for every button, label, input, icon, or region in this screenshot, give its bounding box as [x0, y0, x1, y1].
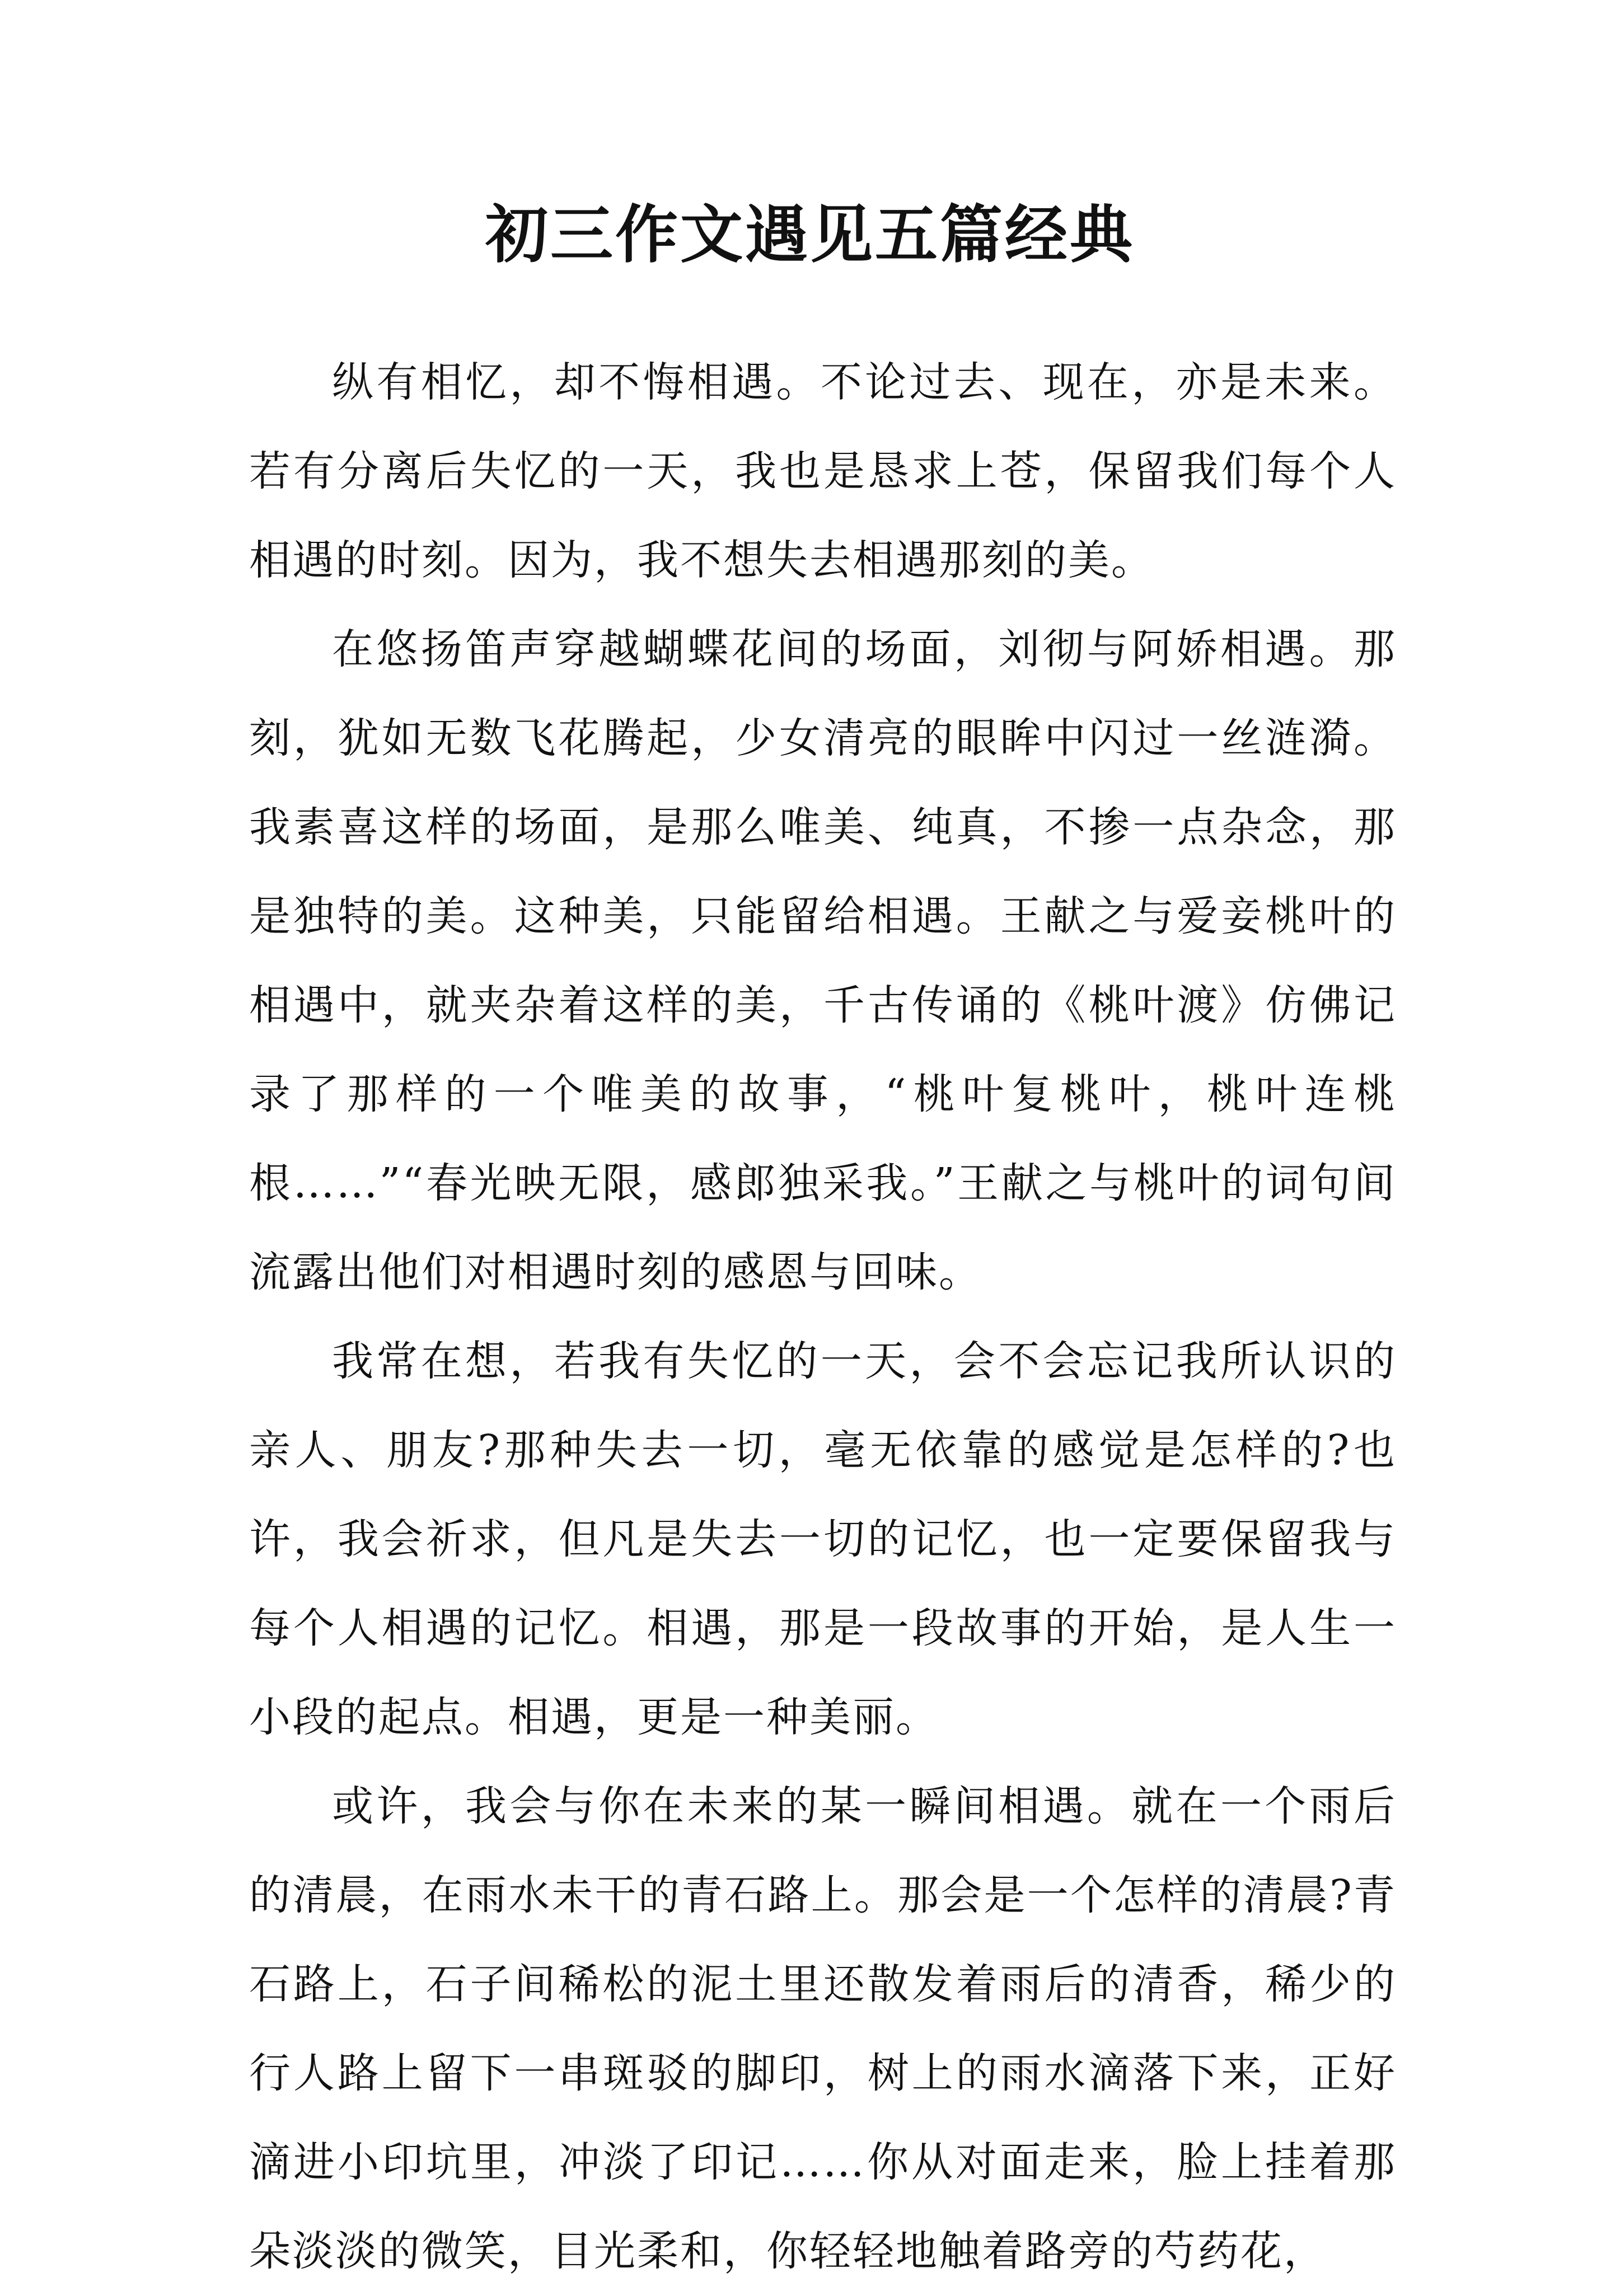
- paragraph-1: 纵有相忆，却不悔相遇。不论过去、现在，亦是未来。若有分离后失忆的一天，我也是恳求上苍，保留我们每个人相遇的时刻。因为，我不想失去相遇那刻的美。: [249, 358, 1397, 584]
- paragraph-4: 或许，我会与你在未来的某一瞬间相遇。就在一个雨后的清晨，在雨水未干的青石路上。那会是一个怎样的清晨?青石路上，石子间稀松的泥土里还散发着雨后的清香，稀少的行人路上留下一串斑驳的脚印，树上的雨水滴落下来，正好滴进小印坑里，冲淡了印记……你从对面走来，脸上挂着那朵淡淡的微笑，目光柔和，你轻轻地触着路旁的芍药花，: [249, 1782, 1397, 2275]
- paragraph-3: 我常在想，若我有失忆的一天，会不会忘记我所认识的亲人、朋友?那种失去一切，毫无依靠的感觉是怎样的?也许，我会祈求，但凡是失去一切的记忆，也一定要保留我与每个人相遇的记忆。相遇，那是一段故事的开始，是人生一小段的起点。相遇，更是一种美丽。: [249, 1337, 1397, 1741]
- paragraph-2: 在悠扬笛声穿越蝴蝶花间的场面，刘彻与阿娇相遇。那刻，犹如无数飞花腾起，少女清亮的眼眸中闪过一丝涟漪。我素喜这样的场面，是那么唯美、纯真，不掺一点杂念，那是独特的美。这种美，只能留给相遇。王献之与爱妾桃叶的相遇中，就夹杂着这样的美，千古传诵的《桃叶渡》仿佛记录了那样的一个唯美的故事，“桃叶复桃叶，桃叶连桃根……”“春光映无限，感郎独采我。”王献之与桃叶的词句间流露出他们对相遇时刻的感恩与回味。: [249, 625, 1397, 1296]
- document-title: 初三作文遇见五篇经典: [485, 198, 1135, 271]
- document-body: [249, 338, 1397, 2296]
